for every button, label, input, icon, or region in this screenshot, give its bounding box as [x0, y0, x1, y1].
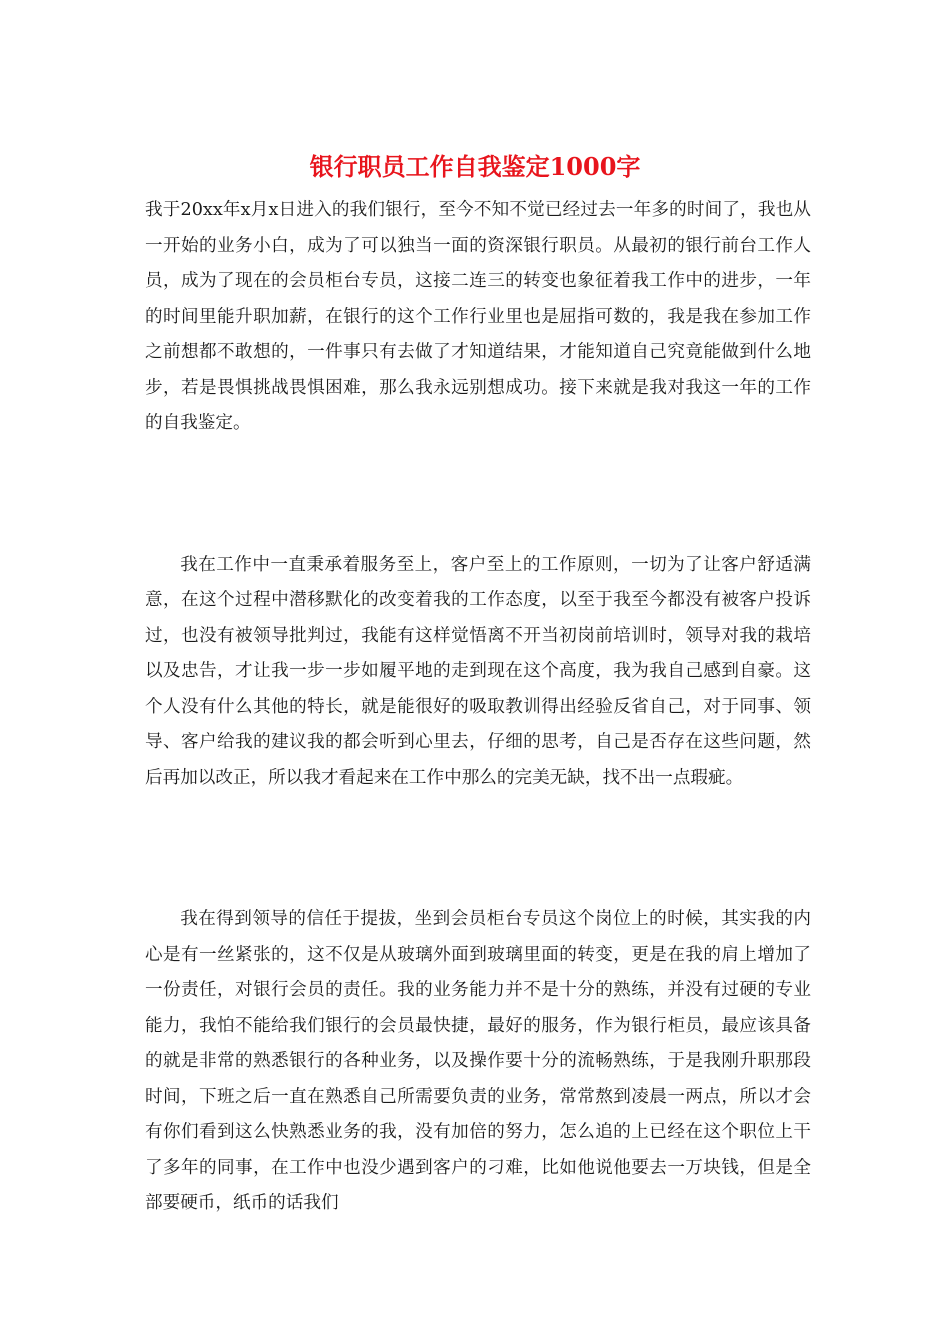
paragraph-3: 我在得到领导的信任于提拔，坐到会员柜台专员这个岗位上的时候，其实我的内心是有一丝紧张的，这不仅是从玻璃外面到玻璃里面的转变，更是在我的肩上增加了一份责任，对银行会员的责任。我的业务能力并不是十分的熟练，并没有过硬的专业能力，我怕不能给我们银行的会员最快捷，最好的服务，作为银行柜员，最应该具备的就是非常的熟悉银行的各种业务，以及操作要十分的流畅熟练，于是我刚升职那段时间，下班之后一直在熟悉自己所需要负责的业务，常常熬到凌晨一两点，所以才会有你们看到这么快熟悉业务的我，没有加倍的努力，怎么追的上已经在这个职位上干了多年的同事，在工作中也没少遇到客户的刁难，比如他说他要去一万块钱，但是全部要硬币，纸币的话我们: [145, 909, 811, 1213]
document-title: 银行职员工作自我鉴定1000字: [309, 152, 641, 181]
document-body: [145, 193, 811, 1222]
paragraph-2: 我在工作中一直秉承着服务至上，客户至上的工作原则，一切为了让客户舒适满意，在这个过程中潜移默化的改变着我的工作态度，以至于我至今都没有被客户投诉过，也没有被领导批判过，我能有这样觉悟离不开当初岗前培训时，领导对我的栽培以及忠告，才让我一步一步如履平地的走到现在这个高度，我为我自己感到自豪。这个人没有什么其他的特长，就是能很好的吸取教训得出经验反省自己，对于同事、领导、客户给我的建议我的都会听到心里去，仔细的思考，自己是否存在这些问题，然后再加以改正，所以我才看起来在工作中那么的完美无缺，找不出一点瑕疵。: [145, 554, 811, 788]
paragraph-1: 我于20xx年x月x日进入的我们银行，至今不知不觉已经过去一年多的时间了，我也从一开始的业务小白，成为了可以独当一面的资深银行职员。从最初的银行前台工作人员，成为了现在的会员柜台专员，这接二连三的转变也象征着我工作中的进步，一年的时间里能升职加薪，在银行的这个工作行业里也是屈指可数的，我是我在参加工作之前想都不敢想的，一件事只有去做了才知道结果，才能知道自己究竟能做到什么地步，若是畏惧挑战畏惧困难，那么我永远别想成功。接下来就是我对我这一年的工作的自我鉴定。: [145, 200, 811, 433]
